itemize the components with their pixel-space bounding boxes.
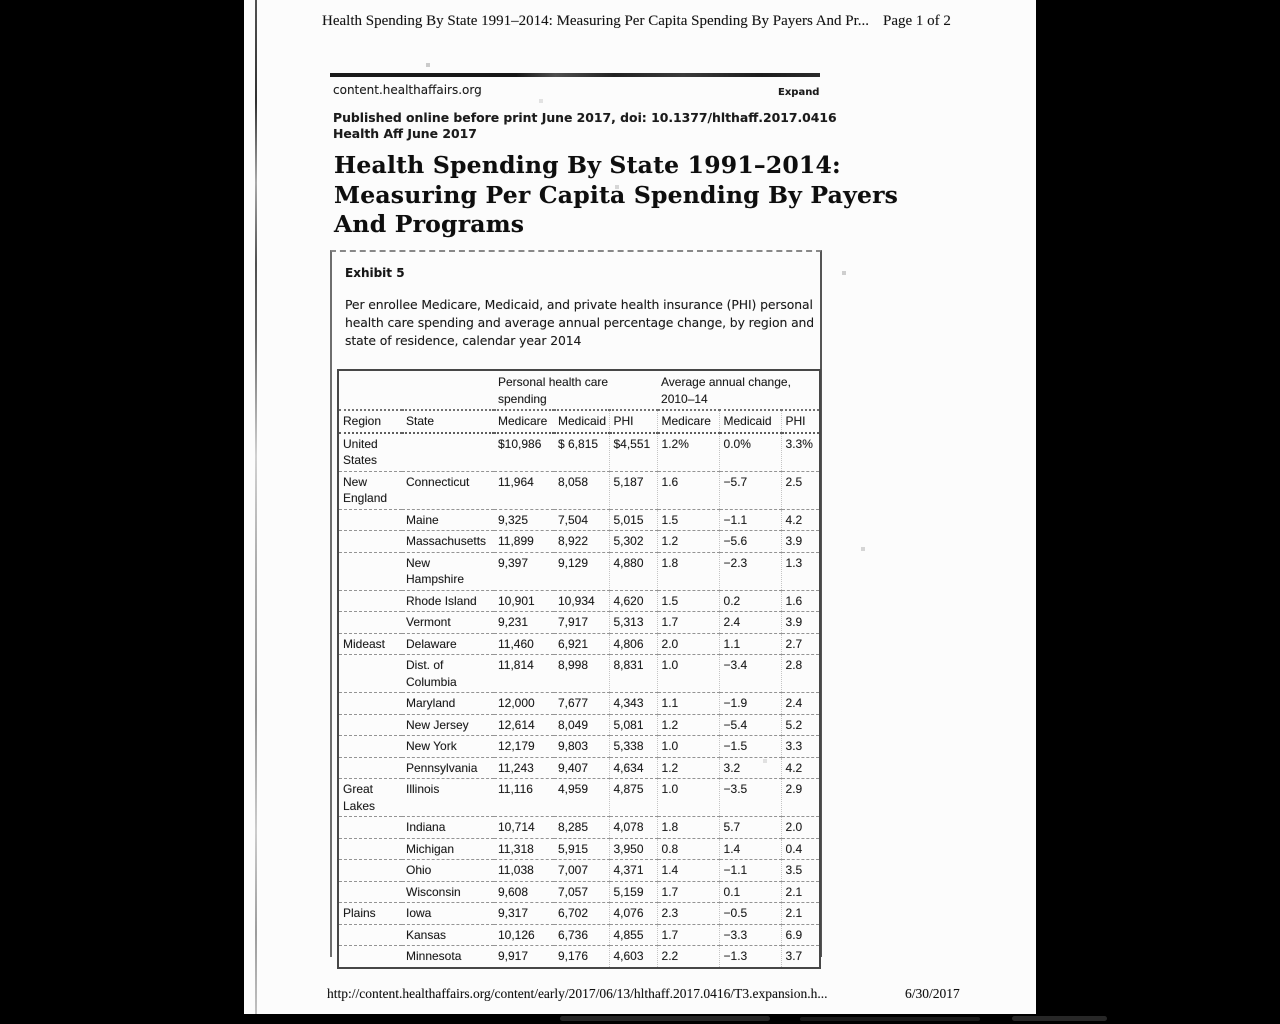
footer-url: http://content.healthaffairs.org/content/early/2017/06/13/hlthaff.2017.0416/T3.expansion.h... <box>327 986 828 1001</box>
state-cell: Michigan <box>402 838 494 860</box>
value-cell: 5,187 <box>609 471 657 509</box>
value-cell: 9,397 <box>494 552 554 590</box>
value-cell: 1.8 <box>657 552 719 590</box>
state-cell: Wisconsin <box>402 881 494 903</box>
value-cell: 4,806 <box>609 633 657 655</box>
table-row <box>338 860 820 882</box>
table-row <box>338 433 820 472</box>
value-cell: 2.8 <box>781 655 820 693</box>
value-cell: 1.2 <box>657 531 719 553</box>
value-cell: 11,243 <box>494 757 554 779</box>
value-cell: 9,325 <box>494 509 554 531</box>
table-row <box>338 633 820 655</box>
value-cell: 3.9 <box>781 531 820 553</box>
value-cell: 1.4 <box>657 860 719 882</box>
state-cell: New Hampshire <box>402 552 494 590</box>
value-cell: 1.6 <box>657 471 719 509</box>
value-cell: 1.2 <box>657 714 719 736</box>
table-row <box>338 757 820 779</box>
value-cell: 7,057 <box>554 881 609 903</box>
region-cell: Mideast <box>338 633 402 655</box>
table-group-header: Average annual change, 2010–14 <box>657 370 820 410</box>
value-cell: 0.8 <box>657 838 719 860</box>
exhibit-label: Exhibit 5 <box>345 266 405 280</box>
value-cell: 10,901 <box>494 590 554 612</box>
value-cell: 4,371 <box>609 860 657 882</box>
value-cell: 6,736 <box>554 924 609 946</box>
value-cell: 12,614 <box>494 714 554 736</box>
value-cell: 1.5 <box>657 509 719 531</box>
table-row <box>338 612 820 634</box>
value-cell: 3,950 <box>609 838 657 860</box>
value-cell: −3.3 <box>719 924 781 946</box>
value-cell: 9,231 <box>494 612 554 634</box>
value-cell: 10,934 <box>554 590 609 612</box>
value-cell: $10,986 <box>498 436 542 451</box>
scan-edge-artifact <box>255 0 257 1014</box>
region-cell: New England <box>338 471 402 509</box>
region-cell <box>338 924 402 946</box>
value-cell: 4,076 <box>609 903 657 925</box>
scan-specks <box>244 0 246 2</box>
value-cell: 11,964 <box>494 471 554 509</box>
value-cell: 4.2 <box>781 757 820 779</box>
exhibit-table <box>337 369 821 969</box>
value-cell: 10,714 <box>494 817 554 839</box>
value-cell: 9,917 <box>494 946 554 968</box>
table-row <box>338 736 820 758</box>
region-cell <box>338 552 402 590</box>
value-cell: 1.7 <box>657 924 719 946</box>
value-cell: −3.4 <box>719 655 781 693</box>
value-cell: 4,078 <box>609 817 657 839</box>
value-cell: 8,998 <box>554 655 609 693</box>
state-cell: Vermont <box>402 612 494 634</box>
region-cell: United States <box>343 436 378 467</box>
value-cell: −1.1 <box>719 860 781 882</box>
table-row <box>338 779 820 817</box>
article-title-line-1: Health Spending By State 1991–2014: <box>334 151 841 179</box>
region-cell <box>338 590 402 612</box>
table-column-header: Medicaid <box>719 410 781 433</box>
value-cell: 6,702 <box>554 903 609 925</box>
value-cell: 5,915 <box>554 838 609 860</box>
value-cell: 6.9 <box>781 924 820 946</box>
value-cell: 1.0 <box>657 779 719 817</box>
value-cell: −2.3 <box>719 552 781 590</box>
value-cell: 3.5 <box>781 860 820 882</box>
value-cell: 5,081 <box>609 714 657 736</box>
value-cell: 0.2 <box>719 590 781 612</box>
value-cell: 2.0 <box>781 817 820 839</box>
print-header-title: Health Spending By State 1991–2014: Measuring Per Capita Spending By Payers And Pr... <box>322 13 870 29</box>
region-cell <box>338 817 402 839</box>
value-cell: 7,917 <box>554 612 609 634</box>
table-column-header: Medicaid <box>554 410 609 433</box>
value-cell: 2.1 <box>781 881 820 903</box>
value-cell: 12,179 <box>494 736 554 758</box>
value-cell: 6,921 <box>554 633 609 655</box>
value-cell: 0.1 <box>719 881 781 903</box>
value-cell: 9,608 <box>494 881 554 903</box>
value-cell: 2.4 <box>719 612 781 634</box>
value-cell: 4,959 <box>554 779 609 817</box>
state-cell: Maryland <box>402 693 494 715</box>
table-row <box>338 552 820 590</box>
value-cell: 2.2 <box>657 946 719 968</box>
article-title-line-3: And Programs <box>334 210 525 238</box>
value-cell: 1.2 <box>657 757 719 779</box>
value-cell: 3.7 <box>781 946 820 968</box>
value-cell: 1.8 <box>657 817 719 839</box>
table-row <box>338 509 820 531</box>
value-cell: 7,677 <box>554 693 609 715</box>
value-cell: −1.5 <box>719 736 781 758</box>
published-line: Published online before print June 2017, doi: 10.1377/hlthaff.2017.0416 <box>333 110 837 125</box>
value-cell: 7,504 <box>554 509 609 531</box>
value-cell: 9,803 <box>554 736 609 758</box>
state-cell: Pennsylvania <box>402 757 494 779</box>
table-row <box>338 693 820 715</box>
value-cell: 5,302 <box>609 531 657 553</box>
scanned-page <box>244 0 1036 1014</box>
value-cell: 11,814 <box>494 655 554 693</box>
region-cell <box>338 757 402 779</box>
value-cell: 5.7 <box>719 817 781 839</box>
state-cell: Massachusetts <box>402 531 494 553</box>
table-row <box>338 881 820 903</box>
value-cell: 1.7 <box>657 881 719 903</box>
value-cell: 2.0 <box>657 633 719 655</box>
value-cell: 9,317 <box>494 903 554 925</box>
value-cell: 4,603 <box>609 946 657 968</box>
state-cell: Delaware <box>402 633 494 655</box>
table-group-header <box>338 370 494 410</box>
value-cell: 9,407 <box>554 757 609 779</box>
scan-smudge <box>1012 1016 1107 1021</box>
value-cell: −1.1 <box>719 509 781 531</box>
table-column-header: Medicare <box>657 410 719 433</box>
print-header-page-indicator: Page 1 of 2 <box>883 13 951 29</box>
value-cell: −5.7 <box>719 471 781 509</box>
value-cell: 4,880 <box>609 552 657 590</box>
value-cell: 1.4 <box>719 838 781 860</box>
value-cell: 8,049 <box>554 714 609 736</box>
state-cell <box>402 433 494 472</box>
table-column-header: State <box>402 410 494 433</box>
state-cell: New Jersey <box>402 714 494 736</box>
state-cell: Rhode Island <box>402 590 494 612</box>
value-cell: 4.2 <box>781 509 820 531</box>
table-group-header: Personal health care spending <box>494 370 657 410</box>
table-row <box>338 714 820 736</box>
site-domain: content.healthaffairs.org <box>333 83 482 97</box>
masthead-divider <box>330 73 820 77</box>
value-cell: 12,000 <box>494 693 554 715</box>
region-cell: Great Lakes <box>338 779 402 817</box>
value-cell: 11,460 <box>494 633 554 655</box>
value-cell: 5,338 <box>609 736 657 758</box>
value-cell: −5.4 <box>719 714 781 736</box>
table-column-header: PHI <box>609 410 657 433</box>
value-cell: 9,129 <box>554 552 609 590</box>
region-cell <box>338 612 402 634</box>
value-cell: −1.3 <box>719 946 781 968</box>
table-row <box>338 531 820 553</box>
table-column-header: Medicare <box>494 410 554 433</box>
table-row <box>338 838 820 860</box>
table-column-header: Region <box>338 410 402 433</box>
state-cell: Kansas <box>402 924 494 946</box>
table-row <box>338 471 820 509</box>
value-cell: 1.5 <box>657 590 719 612</box>
table-header-row <box>338 410 820 433</box>
value-cell: 5.2 <box>781 714 820 736</box>
table-row <box>338 946 820 968</box>
value-cell: 3.3% <box>781 433 820 472</box>
value-cell: 1.1 <box>719 633 781 655</box>
scan-smudge <box>560 1016 770 1021</box>
value-cell: −5.6 <box>719 531 781 553</box>
state-cell: Maine <box>402 509 494 531</box>
value-cell: 5,159 <box>609 881 657 903</box>
value-cell: 8,285 <box>554 817 609 839</box>
region-cell: Plains <box>338 903 402 925</box>
value-cell: 10,126 <box>494 924 554 946</box>
value-cell: $4,551 <box>609 433 657 472</box>
table-column-header: PHI <box>781 410 820 433</box>
value-cell: −0.5 <box>719 903 781 925</box>
value-cell: 5,015 <box>609 509 657 531</box>
value-cell: 4,875 <box>609 779 657 817</box>
value-cell: 11,038 <box>494 860 554 882</box>
value-cell: 2.3 <box>657 903 719 925</box>
region-cell <box>338 838 402 860</box>
value-cell: 3.9 <box>781 612 820 634</box>
value-cell: 1.6 <box>781 590 820 612</box>
value-cell: 1.0 <box>657 736 719 758</box>
value-cell: 0.4 <box>781 838 820 860</box>
value-cell: 11,899 <box>494 531 554 553</box>
exhibit-caption: Per enrollee Medicare, Medicaid, and private health insurance (PHI) personal health care spending and average annual percentage change, by region and state of residence, calendar year 2014 <box>345 297 815 348</box>
scan-smudge <box>800 1017 980 1021</box>
state-cell: Ohio <box>402 860 494 882</box>
value-cell: 3.3 <box>781 736 820 758</box>
state-cell: New York <box>402 736 494 758</box>
region-cell <box>338 693 402 715</box>
value-cell: 1.0 <box>657 655 719 693</box>
value-cell: 1.1 <box>657 693 719 715</box>
value-cell: 2.9 <box>781 779 820 817</box>
table-row <box>338 590 820 612</box>
value-cell: 4,855 <box>609 924 657 946</box>
region-cell <box>338 860 402 882</box>
table-row <box>338 924 820 946</box>
value-cell: 8,831 <box>609 655 657 693</box>
table-row <box>338 903 820 925</box>
value-cell: 5,313 <box>609 612 657 634</box>
value-cell: 2.7 <box>781 633 820 655</box>
state-cell: Illinois <box>402 779 494 817</box>
value-cell: 1.2% <box>657 433 719 472</box>
value-cell: 11,116 <box>494 779 554 817</box>
value-cell: 2.4 <box>781 693 820 715</box>
article-title <box>334 151 898 240</box>
table-row <box>338 655 820 693</box>
state-cell: Connecticut <box>402 471 494 509</box>
value-cell: 8,058 <box>554 471 609 509</box>
footer-date: 6/30/2017 <box>905 986 960 1001</box>
value-cell: 1.3 <box>781 552 820 590</box>
expand-label: Expand <box>778 87 820 98</box>
value-cell: −1.9 <box>719 693 781 715</box>
value-cell: 0.0% <box>719 433 781 472</box>
value-cell: −3.5 <box>719 779 781 817</box>
state-cell: Indiana <box>402 817 494 839</box>
value-cell: 4,620 <box>609 590 657 612</box>
value-cell: 4,343 <box>609 693 657 715</box>
value-cell: 11,318 <box>494 838 554 860</box>
region-cell <box>338 655 402 693</box>
region-cell <box>338 509 402 531</box>
value-cell: 2.1 <box>781 903 820 925</box>
region-cell <box>338 881 402 903</box>
value-cell: 4,634 <box>609 757 657 779</box>
state-cell: Dist. of Columbia <box>402 655 494 693</box>
value-cell: $ 6,815 <box>558 436 599 451</box>
table-group-header-row <box>338 370 820 410</box>
region-cell <box>338 714 402 736</box>
value-cell: 9,176 <box>554 946 609 968</box>
table-row <box>338 817 820 839</box>
value-cell: 8,922 <box>554 531 609 553</box>
region-cell <box>338 946 402 968</box>
value-cell: 3.2 <box>719 757 781 779</box>
state-cell: Minnesota <box>402 946 494 968</box>
journal-line: Health Aff June 2017 <box>333 126 477 141</box>
region-cell <box>338 531 402 553</box>
state-cell: Iowa <box>402 903 494 925</box>
value-cell: 2.5 <box>781 471 820 509</box>
value-cell: 1.7 <box>657 612 719 634</box>
value-cell: 7,007 <box>554 860 609 882</box>
region-cell <box>338 736 402 758</box>
article-title-line-2: Measuring Per Capita Spending By Payers <box>334 180 899 209</box>
